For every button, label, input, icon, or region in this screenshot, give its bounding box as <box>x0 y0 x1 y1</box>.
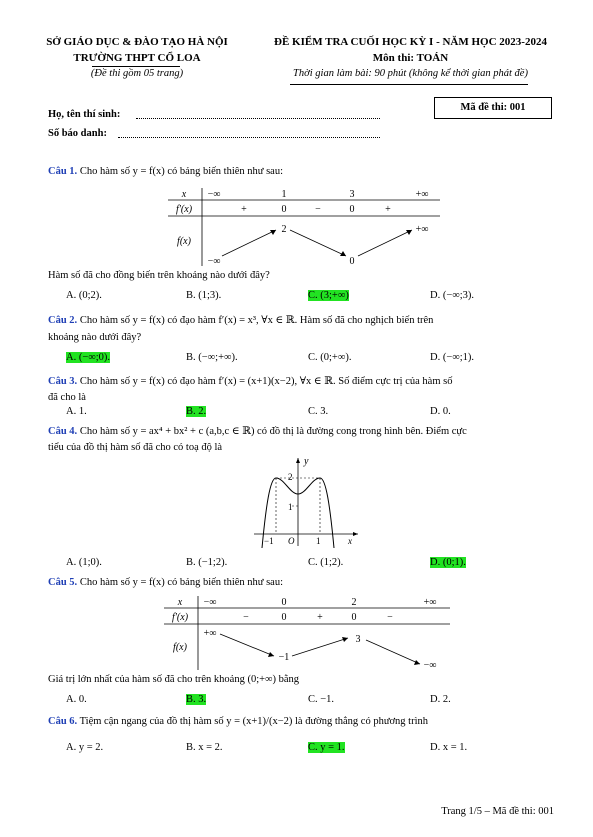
q4-answer-a[interactable]: A. (1;0). <box>66 557 102 568</box>
q6-label: Câu 6. <box>48 716 78 727</box>
time-underline <box>290 84 528 85</box>
q5-f-2: −1 <box>278 652 290 663</box>
q5-label: Câu 5. <box>48 577 78 588</box>
q1-fp-4: 0 <box>349 204 355 215</box>
q5-fp-5: − <box>387 612 393 623</box>
q3-answer-c[interactable]: C. 3. <box>308 406 329 417</box>
q1-x-2: 1 <box>281 189 287 200</box>
q5-arrow-up <box>292 638 348 656</box>
q5-f-header: f(x) <box>173 642 187 653</box>
q5-x-2: 0 <box>281 597 287 608</box>
q2-text-2: khoảng nào dưới đây? <box>48 332 142 343</box>
q1-x-header: x <box>181 189 187 200</box>
student-id-field[interactable] <box>118 137 380 138</box>
q5-answer-c[interactable]: C. −1. <box>308 694 335 705</box>
q5-x-4: +∞ <box>423 597 437 608</box>
q2-answer-d[interactable]: D. (−∞;1). <box>430 352 475 363</box>
q1-fp-header: f′(x) <box>175 204 193 215</box>
q6-text: Tiệm cận ngang của đồ thị hàm số y = (x+1)/(x−2) là đường thẳng có phương trình <box>79 716 429 727</box>
q1-arrow-up-2 <box>358 230 412 256</box>
q1-answer-b[interactable]: B. (1;3). <box>186 290 222 301</box>
q1-f-header: f(x) <box>177 236 191 247</box>
q5-answer-a[interactable]: A. 0. <box>66 694 87 705</box>
q5-f-1: +∞ <box>203 628 217 639</box>
q4-text-2: tiểu của đồ thị hàm số đã cho có toạ độ là <box>48 442 223 453</box>
q2-stem <box>48 314 433 326</box>
q1-answer-a[interactable]: A. (0;2). <box>66 290 102 301</box>
q2-answers <box>66 352 546 366</box>
q1-f-3: 0 <box>349 256 355 267</box>
subject: Môn thi: TOÁN <box>372 52 449 64</box>
q1-arrow-up-1 <box>222 230 276 256</box>
student-name-field[interactable] <box>136 118 380 119</box>
q4-label-origin: O <box>288 536 295 546</box>
page-footer: Trang 1/5 – Mã đề thi: 001 <box>441 806 554 817</box>
q5-f-3: 3 <box>355 634 361 645</box>
q2-answer-c[interactable]: C. (0;+∞). <box>308 352 352 363</box>
q4-answer-c[interactable]: C. (1;2). <box>308 557 344 568</box>
q1-x-1: −∞ <box>207 189 221 200</box>
q5-fp-2: 0 <box>281 612 287 623</box>
q4-label-y: y <box>304 456 309 467</box>
q6-answer-c[interactable]: C. y = 1. <box>308 742 345 753</box>
q1-answers <box>66 290 546 304</box>
q5-arrow-down-1 <box>220 634 274 656</box>
q5-answer-d[interactable]: D. 2. <box>430 694 451 705</box>
exam-time: Thời gian làm bài: 90 phút (không kể thời gian phát đề) <box>293 68 528 79</box>
q5-fp-4: 0 <box>351 612 357 623</box>
q4-answer-b[interactable]: B. (−1;2). <box>186 557 228 568</box>
q3-label: Câu 3. <box>48 376 78 387</box>
q5-text: Cho hàm số y = f(x) có bảng biến thiên như sau: <box>79 577 284 588</box>
q5-question: Giá trị lớn nhất của hàm số đã cho trên khoảng (0;+∞) bằng <box>48 674 300 685</box>
q1-variation-table <box>166 188 442 268</box>
q5-x-header: x <box>177 597 183 608</box>
q3-text-2: đã cho là <box>48 392 86 403</box>
q5-f-4: −∞ <box>423 660 437 671</box>
q4-label-1y: 1 <box>288 502 293 512</box>
q1-text: Cho hàm số y = f(x) có bảng biến thiên như sau: <box>79 166 284 177</box>
q2-answer-a[interactable]: A. (−∞;0). <box>66 352 111 363</box>
q6-stem <box>48 716 428 727</box>
q1-answer-d[interactable]: D. (−∞;3). <box>430 290 475 301</box>
q4-label: Câu 4. <box>48 426 78 437</box>
q1-x-3: 3 <box>349 189 355 200</box>
q3-text-1: Cho hàm số y = f(x) có đạo hàm f′(x) = (x+1)(x−2), ∀x ∈ ℝ. Số điểm cực trị của hàm số <box>79 376 453 387</box>
q1-arrow-down <box>290 230 346 256</box>
school-name: TRƯỜNG THPT CỔ LOA <box>73 52 201 64</box>
q1-fp-5: + <box>385 204 391 215</box>
q1-fp-3: − <box>315 204 321 215</box>
exam-code-box: Mã đề thi: 001 <box>434 97 552 119</box>
q6-answer-d[interactable]: D. x = 1. <box>430 742 468 753</box>
q4-answer-d[interactable]: D. (0;1). <box>430 557 466 568</box>
q2-answer-b[interactable]: B. (−∞;+∞). <box>186 352 238 363</box>
q4-stem <box>48 425 467 437</box>
q4-graph <box>250 456 362 548</box>
q1-f-4: +∞ <box>415 224 429 235</box>
q4-label-2: 2 <box>288 472 293 482</box>
q1-question: Hàm số đã cho đồng biến trên khoảng nào dưới đây? <box>48 270 270 281</box>
q4-label-neg1: −1 <box>264 536 274 546</box>
q2-text-1: Cho hàm số y = f(x) có đạo hàm f′(x) = x³, ∀x ∈ ℝ. Hàm số đã cho nghịch biến trên <box>79 315 434 326</box>
q1-label: Câu 1. <box>48 166 78 177</box>
q3-stem <box>48 375 452 387</box>
q5-stem <box>48 577 283 588</box>
q1-f-1: −∞ <box>207 256 221 267</box>
q1-answer-c[interactable]: C. (3;+∞) <box>308 290 349 301</box>
q3-answers <box>66 406 546 420</box>
q5-fp-header: f′(x) <box>171 612 189 623</box>
q5-answers <box>66 694 546 708</box>
q1-x-4: +∞ <box>415 189 429 200</box>
q2-label: Câu 2. <box>48 315 78 326</box>
q6-answers <box>66 742 546 756</box>
q1-fp-2: 0 <box>281 204 287 215</box>
exam-title: ĐỀ KIỂM TRA CUỐI HỌC KỲ I - NĂM HỌC 2023-2024 <box>274 36 547 48</box>
q3-answer-b[interactable]: B. 2. <box>186 406 207 417</box>
q4-label-1x: 1 <box>316 536 321 546</box>
q3-answer-a[interactable]: A. 1. <box>66 406 87 417</box>
q3-answer-d[interactable]: D. 0. <box>430 406 451 417</box>
page-count: (Đề thi gồm 05 trang) <box>90 68 184 79</box>
q5-fp-1: − <box>243 612 249 623</box>
student-name-label: Họ, tên thí sinh: <box>48 109 121 120</box>
q4-text-1: Cho hàm số y = ax⁴ + bx² + c (a,b,c ∈ ℝ) có đồ thị là đường cong trong hình bên. Điểm cực <box>79 426 467 437</box>
q6-answer-a[interactable]: A. y = 2. <box>66 742 104 753</box>
q5-variation-table <box>162 596 452 672</box>
q5-fp-3: + <box>317 612 323 623</box>
q4-answers <box>66 557 546 571</box>
dept-name: SỞ GIÁO DỤC & ĐÀO TẠO HÀ NỘI <box>46 36 228 48</box>
school-underline <box>92 66 180 67</box>
q5-answer-b[interactable]: B. 3. <box>186 694 207 705</box>
q5-arrow-down-2 <box>366 640 420 664</box>
q1-f-2: 2 <box>281 224 287 235</box>
student-id-label: Số báo danh: <box>48 128 107 139</box>
q5-x-1: −∞ <box>203 597 217 608</box>
q1-fp-1: + <box>241 204 247 215</box>
q5-x-3: 2 <box>351 597 357 608</box>
q1-stem <box>48 166 283 177</box>
q6-answer-b[interactable]: B. x = 2. <box>186 742 223 753</box>
q4-label-x: x <box>348 536 352 546</box>
